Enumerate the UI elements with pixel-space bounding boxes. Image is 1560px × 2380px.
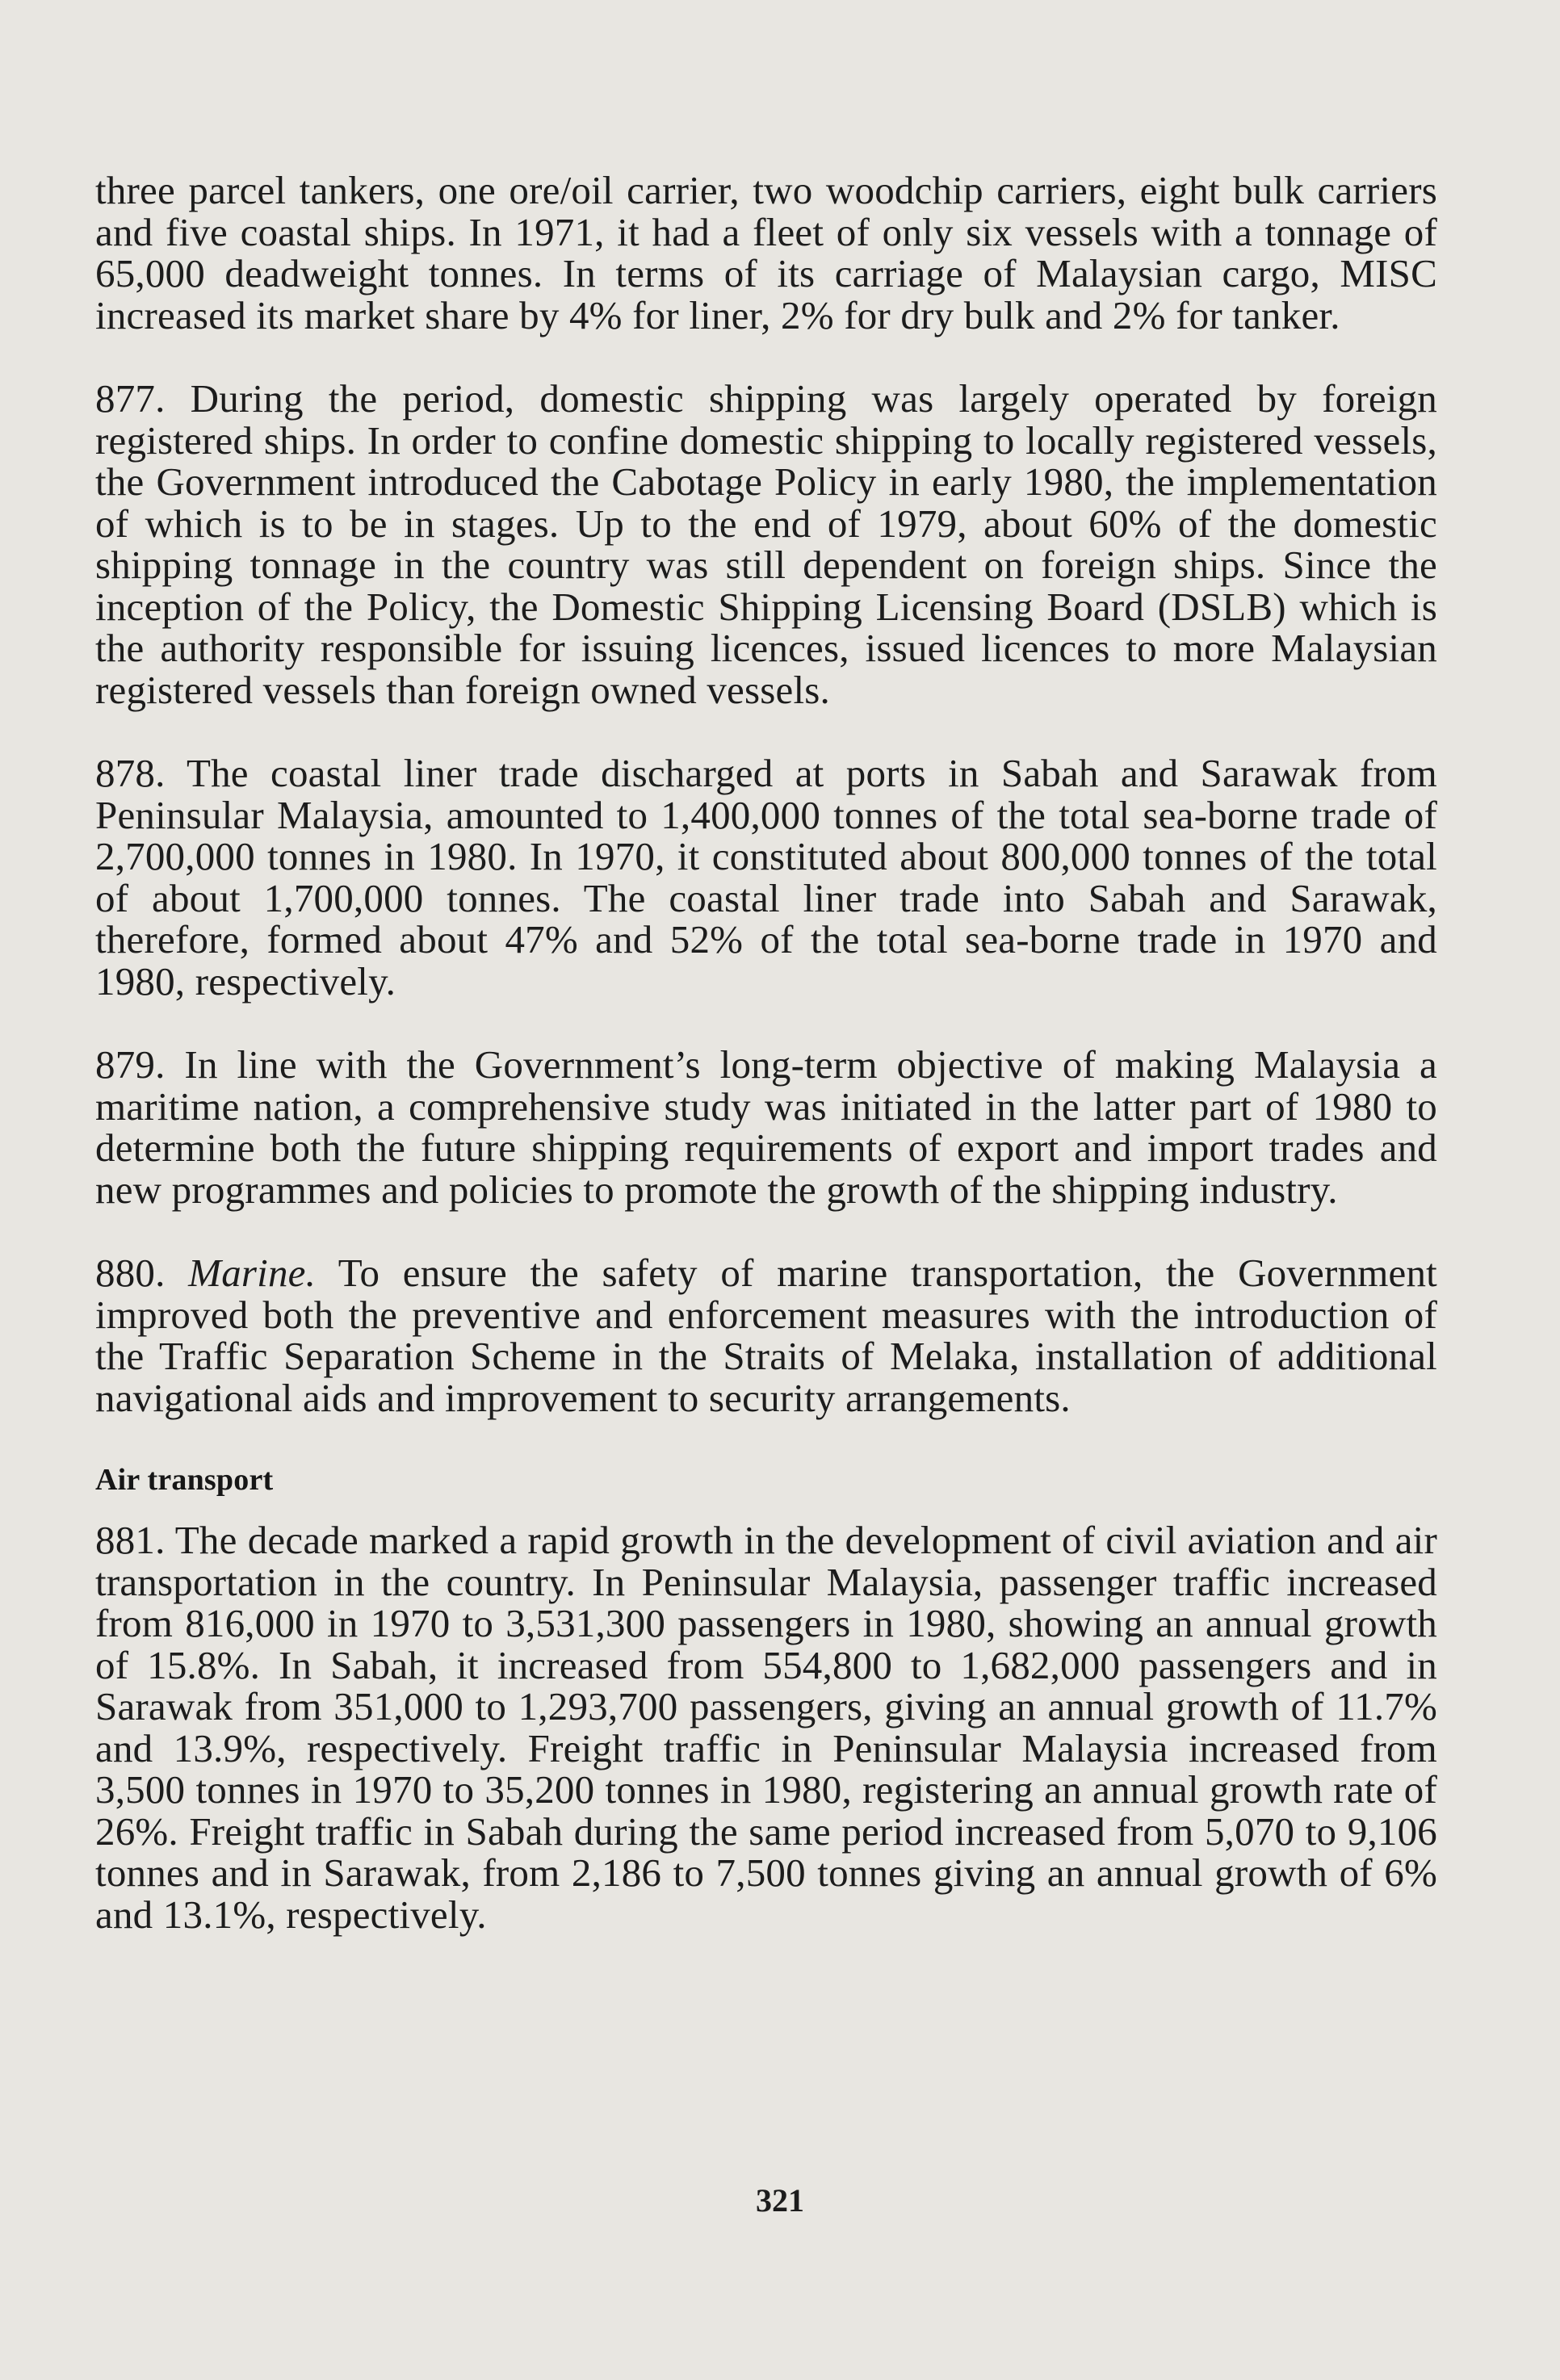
paragraph-877: 877. During the period, domestic shipping was largely operated by foreign registered ships. In order to confine domestic shipping to locally registered vessels, the Government introduced the Cabotage Policy in early 1980, the implementation of which is to be in stages. Up to the end of 1979, about 60% of the domestic shipping tonnage in the country was still dependent on foreign ships. Since the inception of the Policy, the Domestic Shipping Licensing Board (DSLB) which is the authority responsible for issuing licences, issued licences to more Malaysian registered vessels than foreign owned vessels. <box>95 376 1437 712</box>
page-number: 321 <box>756 2182 804 2219</box>
paragraph-880-number: 880. <box>95 1251 166 1295</box>
paragraph-881: 881. The decade marked a rapid growth in the development of civil aviation and air transportation in the country. In Peninsular Malaysia, passenger traffic increased from 816,000 in 1970 to 3,531,300 passengers in 1980, showing an annual growth of 15.8%. In Sabah, it increased from 554,800 to 1,682,000 passengers and in Sarawak from 351,000 to 1,293,700 passengers, giving an annual growth of 11.7% and 13.9%, respectively. Freight traffic in Peninsular Malaysia increased from 3,500 tonnes in 1970 to 35,200 tonnes in 1980, registering an annual growth rate of 26%. Freight traffic in Sabah during the same period increased from 5,070 to 9,106 tonnes and in Sarawak, from 2,186 to 7,500 tonnes giving an annual growth of 6% and 13.1%, respectively. <box>95 1518 1437 1937</box>
marine-subtitle: Marine. <box>188 1251 317 1295</box>
paragraph-880-text: To ensure the safety of marine transportation, the Government improved both the preventive and enforcement measures with the introduction of the Traffic Separation Scheme in the Straits of Melaka, installation of additional navigational aids and improvement to security arrangements. <box>95 1251 1437 1420</box>
paragraph-879: 879. In line with the Government’s long-term objective of making Malaysia a maritime nation, a comprehensive study was initiated in the latter part of 1980 to determine both the future shipping requirements of export and import trades and new programmes and policies to promote the growth of the shipping industry. <box>95 1042 1437 1212</box>
section-heading-air-transport: Air transport <box>95 1463 274 1497</box>
paragraph-878: 878. The coastal liner trade discharged at ports in Sabah and Sarawak from Peninsular Malaysia, amounted to 1,400,000 tonnes of the total sea-borne trade of 2,700,000 tonnes in 1980. In 1970, it constituted about 800,000 tonnes of the total of about 1,700,000 tonnes. The coastal liner trade into Sabah and Sarawak, therefore, formed about 47% and 52% of the total sea-borne trade in 1970 and 1980, respectively. <box>95 751 1437 1004</box>
page-body <box>95 170 1437 1935</box>
paragraph-880 <box>95 1252 1437 1418</box>
paragraph-continued: three parcel tankers, one ore/oil carrier, two woodchip carriers, eight bulk carriers and five coastal ships. In 1971, it had a fleet of only six vessels with a tonnage of 65,000 deadweight tonnes. In terms of its carriage of Malaysian cargo, MISC increased its market share by 4% for liner, 2% for dry bulk and 2% for tanker. <box>95 168 1437 337</box>
